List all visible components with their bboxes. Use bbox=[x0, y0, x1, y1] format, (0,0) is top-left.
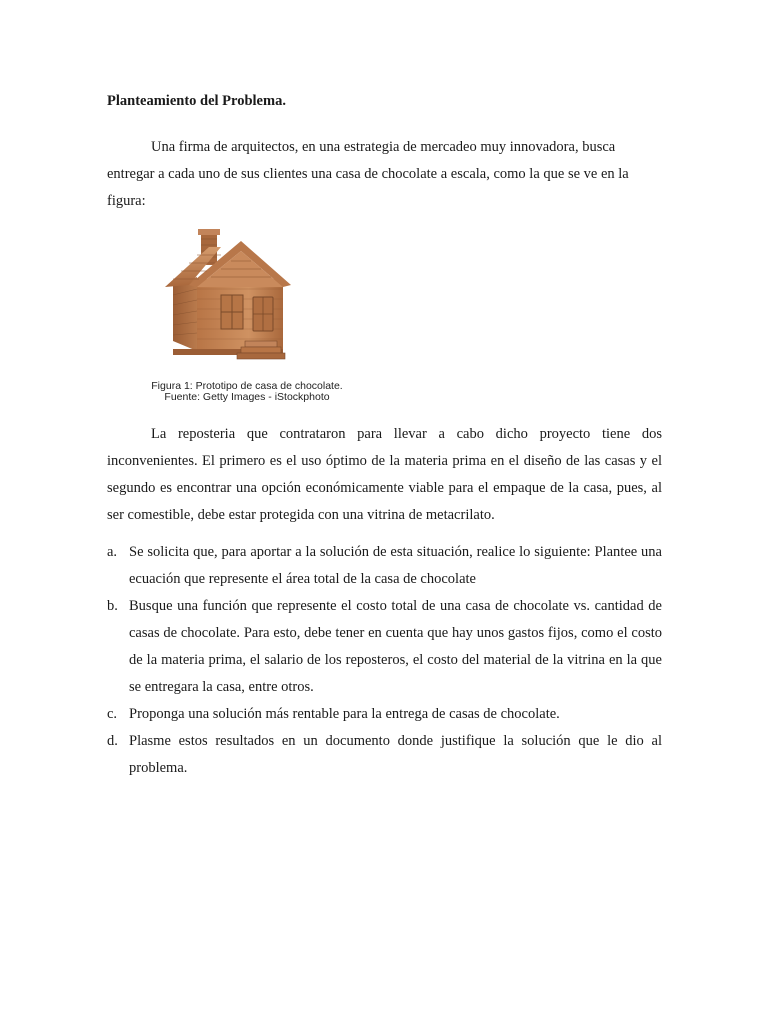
list-item-text: Proponga una solución más rentable para la entrega de casas de chocolate. bbox=[129, 706, 560, 722]
list-marker: a. bbox=[107, 544, 118, 560]
list-item bbox=[107, 593, 662, 701]
figure-caption bbox=[137, 381, 357, 403]
figure-1 bbox=[137, 223, 357, 413]
list-marker: d. bbox=[107, 733, 118, 749]
intro-paragraph: Una firma de arquitectos, en una estrategia de mercadeo muy innovadora, busca entregar a cada uno de sus clientes una casa de chocolate a escala, como la que se ve en la figura: bbox=[107, 139, 629, 209]
list-item bbox=[107, 701, 662, 728]
chocolate-house-image bbox=[159, 223, 295, 373]
list-item-text: Se solicita que, para aportar a la solución de esta situación, realice lo siguiente: Plantee una ecuación que represente el área total de la casa de chocolate bbox=[129, 544, 662, 587]
list-item bbox=[107, 728, 662, 782]
caption-line-2: Fuente: Getty Images - iStockphoto bbox=[164, 391, 330, 403]
page-title: Planteamiento del Problema. bbox=[107, 93, 286, 109]
list-item-text: Busque una función que represente el costo total de una casa de chocolate vs. cantidad de casas de chocolate. Para esto, debe tener en cuenta que hay unos gastos fijos, como el costo de la materia prima, el salario de los reposteros, el costo del material de la vitrina en la que se entregara la casa, entre otros. bbox=[129, 598, 662, 695]
task-list bbox=[107, 539, 662, 782]
list-marker: c. bbox=[107, 706, 118, 722]
list-item-text: Plasme estos resultados en un documento donde justifique la solución que le dio al problema. bbox=[129, 733, 662, 776]
caption-line-1: Figura 1: Prototipo de casa de chocolate. bbox=[151, 380, 343, 392]
problem-paragraph: La reposteria que contrataron para llevar a cabo dicho proyecto tiene dos inconvenientes. El primero es el uso óptimo de la materia prima en el diseño de las casas y el segundo es encontrar una opción económicamente viable para el empaque de la casa, pues, al ser comestible, debe estar protegida con una vitrina de metacrilato. bbox=[107, 426, 662, 523]
list-item bbox=[107, 539, 662, 593]
list-marker: b. bbox=[107, 598, 118, 614]
